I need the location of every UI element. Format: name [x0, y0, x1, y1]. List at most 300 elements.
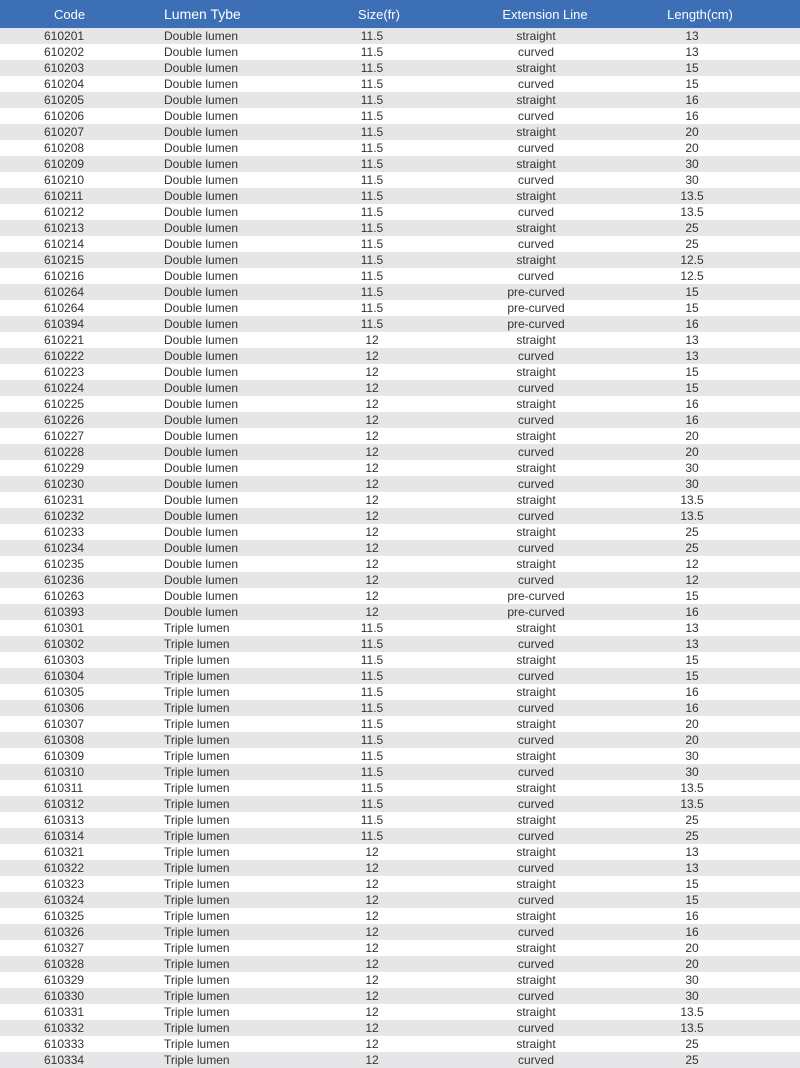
cell-code: 610210: [44, 173, 85, 187]
cell-length: 25: [685, 1037, 699, 1051]
cell-lumen-type: Triple lumen: [164, 733, 230, 747]
cell-code: 610307: [44, 717, 85, 731]
cell-length: 16: [685, 685, 699, 699]
cell-length: 30: [685, 157, 699, 171]
cell-length: 12: [685, 557, 699, 571]
table-row: [0, 588, 800, 604]
cell-code: 610323: [44, 877, 85, 891]
cell-code: 610325: [44, 909, 85, 923]
table-row: [0, 108, 800, 124]
cell-lumen-type: Triple lumen: [164, 669, 230, 683]
cell-lumen-type: Triple lumen: [164, 717, 230, 731]
table-row: [0, 44, 800, 60]
cell-code: 610309: [44, 749, 85, 763]
cell-code: 610393: [44, 605, 85, 619]
table-row: [0, 236, 800, 252]
cell-extension: straight: [516, 813, 556, 827]
cell-length: 30: [685, 461, 699, 475]
cell-length: 15: [685, 893, 699, 907]
cell-lumen-type: Triple lumen: [164, 1021, 230, 1035]
table-row: [0, 380, 800, 396]
cell-lumen-type: Double lumen: [164, 205, 239, 219]
cell-code: 610236: [44, 573, 85, 587]
cell-code: 610208: [44, 141, 85, 155]
table-row: [0, 444, 800, 460]
cell-size: 11.5: [360, 781, 384, 795]
cell-extension: curved: [517, 1021, 555, 1035]
cell-length: 13.5: [680, 1021, 704, 1035]
table-row: [0, 396, 800, 412]
cell-extension: curved: [517, 509, 555, 523]
cell-lumen-type: Triple lumen: [164, 925, 230, 939]
cell-length: 13.5: [680, 189, 704, 203]
cell-code: 610330: [44, 989, 85, 1003]
cell-size: 11.5: [360, 285, 384, 299]
cell-lumen-type: Triple lumen: [164, 877, 230, 891]
cell-lumen-type: Double lumen: [164, 125, 239, 139]
cell-lumen-type: Double lumen: [164, 573, 239, 587]
cell-size: 12: [365, 573, 379, 587]
cell-code: 610216: [44, 269, 85, 283]
cell-lumen-type: Double lumen: [164, 349, 239, 363]
cell-length: 16: [685, 317, 699, 331]
cell-code: 610304: [44, 669, 85, 683]
cell-extension: straight: [516, 909, 556, 923]
cell-code: 610209: [44, 157, 85, 171]
cell-lumen-type: Double lumen: [164, 397, 239, 411]
cell-size: 12: [365, 493, 379, 507]
cell-code: 610305: [44, 685, 85, 699]
cell-lumen-type: Double lumen: [164, 269, 239, 283]
table-row: [0, 828, 800, 844]
cell-code: 610230: [44, 477, 85, 491]
cell-extension: pre-curved: [507, 317, 565, 331]
cell-extension: straight: [516, 61, 556, 75]
table-row: [0, 172, 800, 188]
table-row: [0, 1020, 800, 1036]
cell-length: 20: [685, 733, 699, 747]
cell-size: 11.5: [360, 173, 384, 187]
cell-lumen-type: Triple lumen: [164, 813, 230, 827]
cell-length: 12.5: [680, 269, 704, 283]
table-row: [0, 908, 800, 924]
cell-extension: curved: [517, 413, 555, 427]
table-row: [0, 140, 800, 156]
cell-code: 610224: [44, 381, 85, 395]
cell-length: 25: [685, 525, 699, 539]
cell-length: 16: [685, 909, 699, 923]
cell-extension: straight: [516, 429, 556, 443]
cell-lumen-type: Double lumen: [164, 141, 239, 155]
cell-extension: straight: [516, 397, 556, 411]
table-row: [0, 332, 800, 348]
cell-length: 20: [685, 141, 699, 155]
table-row: [0, 668, 800, 684]
cell-size: 11.5: [360, 157, 384, 171]
cell-length: 15: [685, 669, 699, 683]
cell-extension: straight: [516, 653, 556, 667]
cell-lumen-type: Double lumen: [164, 45, 239, 59]
cell-size: 12: [365, 1005, 379, 1019]
table-row: [0, 604, 800, 620]
cell-lumen-type: Double lumen: [164, 509, 239, 523]
cell-code: 610223: [44, 365, 85, 379]
cell-code: 610314: [44, 829, 85, 843]
cell-code: 610212: [44, 205, 85, 219]
cell-lumen-type: Triple lumen: [164, 973, 230, 987]
cell-extension: straight: [516, 221, 556, 235]
cell-extension: straight: [516, 845, 556, 859]
cell-size: 12: [365, 845, 379, 859]
cell-lumen-type: Double lumen: [164, 109, 239, 123]
table-row: [0, 60, 800, 76]
cell-length: 13: [685, 861, 699, 875]
cell-code: 610303: [44, 653, 85, 667]
cell-code: 610328: [44, 957, 85, 971]
table-row: [0, 188, 800, 204]
cell-length: 16: [685, 413, 699, 427]
cell-code: 610205: [44, 93, 85, 107]
table-row: [0, 476, 800, 492]
cell-code: 610263: [44, 589, 85, 603]
table-row: [0, 492, 800, 508]
table-row: [0, 684, 800, 700]
cell-size: 11.5: [360, 701, 384, 715]
cell-code: 610206: [44, 109, 85, 123]
cell-lumen-type: Double lumen: [164, 29, 239, 43]
cell-extension: curved: [517, 381, 555, 395]
cell-length: 20: [685, 957, 699, 971]
table-row: [0, 268, 800, 284]
cell-extension: curved: [517, 109, 555, 123]
cell-size: 12: [365, 429, 379, 443]
cell-size: 12: [365, 909, 379, 923]
cell-length: 20: [685, 941, 699, 955]
cell-lumen-type: Double lumen: [164, 301, 239, 315]
cell-extension: straight: [516, 1037, 556, 1051]
cell-lumen-type: Triple lumen: [164, 909, 230, 923]
cell-lumen-type: Triple lumen: [164, 957, 230, 971]
table-row: [0, 1004, 800, 1020]
cell-extension: curved: [517, 477, 555, 491]
cell-size: 11.5: [360, 77, 384, 91]
cell-code: 610332: [44, 1021, 85, 1035]
cell-lumen-type: Double lumen: [164, 589, 239, 603]
table-row: [0, 412, 800, 428]
cell-size: 11.5: [360, 765, 384, 779]
cell-code: 610202: [44, 45, 85, 59]
cell-code: 610222: [44, 349, 85, 363]
cell-length: 15: [685, 301, 699, 315]
cell-extension: curved: [517, 237, 555, 251]
cell-code: 610331: [44, 1005, 85, 1019]
cell-code: 610227: [44, 429, 85, 443]
cell-length: 12: [685, 573, 699, 587]
cell-extension: curved: [517, 733, 555, 747]
cell-length: 12.5: [680, 253, 704, 267]
table-row: [0, 284, 800, 300]
cell-extension: curved: [517, 957, 555, 971]
cell-extension: curved: [517, 205, 555, 219]
cell-lumen-type: Double lumen: [164, 157, 239, 171]
cell-length: 25: [685, 237, 699, 251]
cell-lumen-type: Triple lumen: [164, 797, 230, 811]
cell-extension: straight: [516, 253, 556, 267]
cell-lumen-type: Double lumen: [164, 189, 239, 203]
cell-extension: straight: [516, 157, 556, 171]
cell-lumen-type: Triple lumen: [164, 685, 230, 699]
cell-extension: straight: [516, 29, 556, 43]
cell-length: 13: [685, 349, 699, 363]
cell-code: 610211: [44, 189, 84, 203]
cell-length: 15: [685, 877, 699, 891]
cell-size: 11.5: [360, 653, 384, 667]
cell-lumen-type: Double lumen: [164, 365, 239, 379]
cell-size: 11.5: [360, 829, 384, 843]
cell-lumen-type: Double lumen: [164, 461, 239, 475]
cell-length: 25: [685, 829, 699, 843]
cell-code: 610334: [44, 1053, 85, 1067]
table-row: [0, 812, 800, 828]
table-row: [0, 508, 800, 524]
table-row: [0, 892, 800, 908]
cell-code: 610321: [44, 845, 85, 859]
table-row: [0, 716, 800, 732]
cell-size: 11.5: [360, 669, 384, 683]
cell-lumen-type: Double lumen: [164, 429, 239, 443]
cell-extension: straight: [516, 1005, 556, 1019]
cell-code: 610306: [44, 701, 85, 715]
cell-size: 12: [365, 397, 379, 411]
cell-lumen-type: Double lumen: [164, 381, 239, 395]
cell-extension: curved: [517, 989, 555, 1003]
cell-length: 13: [685, 637, 699, 651]
cell-lumen-type: Triple lumen: [164, 637, 230, 651]
cell-extension: straight: [516, 621, 556, 635]
cell-size: 11.5: [360, 733, 384, 747]
header-extension: Extension Line: [502, 6, 588, 22]
cell-size: 11.5: [360, 269, 384, 283]
table-row: [0, 540, 800, 556]
cell-code: 610215: [44, 253, 85, 267]
cell-length: 13: [685, 621, 699, 635]
cell-extension: straight: [516, 189, 556, 203]
cell-length: 16: [685, 925, 699, 939]
cell-code: 610394: [44, 317, 85, 331]
table-row: [0, 572, 800, 588]
cell-length: 30: [685, 765, 699, 779]
cell-extension: curved: [517, 1053, 555, 1067]
cell-extension: curved: [517, 829, 555, 843]
cell-length: 13: [685, 333, 699, 347]
cell-extension: straight: [516, 941, 556, 955]
cell-size: 11.5: [360, 685, 384, 699]
table-row: [0, 252, 800, 268]
cell-lumen-type: Triple lumen: [164, 781, 230, 795]
cell-code: 610214: [44, 237, 85, 251]
cell-extension: straight: [516, 93, 556, 107]
cell-extension: straight: [516, 525, 556, 539]
cell-size: 11.5: [360, 205, 384, 219]
cell-lumen-type: Triple lumen: [164, 893, 230, 907]
cell-lumen-type: Double lumen: [164, 221, 239, 235]
cell-length: 16: [685, 109, 699, 123]
cell-code: 610329: [44, 973, 85, 987]
table-row: [0, 844, 800, 860]
cell-length: 20: [685, 429, 699, 443]
cell-lumen-type: Double lumen: [164, 525, 239, 539]
table-row: [0, 460, 800, 476]
table-row: [0, 732, 800, 748]
header-code: Code: [54, 6, 86, 22]
cell-length: 13: [685, 29, 699, 43]
cell-size: 11.5: [360, 141, 384, 155]
cell-code: 610308: [44, 733, 85, 747]
cell-length: 25: [685, 1053, 699, 1067]
table-row: [0, 924, 800, 940]
cell-size: 12: [365, 525, 379, 539]
cell-code: 610201: [44, 29, 85, 43]
cell-lumen-type: Double lumen: [164, 237, 239, 251]
table-row: [0, 92, 800, 108]
cell-length: 30: [685, 989, 699, 1003]
cell-length: 25: [685, 813, 699, 827]
cell-length: 25: [685, 221, 699, 235]
cell-extension: curved: [517, 541, 555, 555]
cell-lumen-type: Triple lumen: [164, 1037, 230, 1051]
table-row: [0, 76, 800, 92]
cell-size: 12: [365, 1037, 379, 1051]
cell-code: 610326: [44, 925, 85, 939]
cell-size: 12: [365, 861, 379, 875]
cell-size: 12: [365, 333, 379, 347]
cell-size: 11.5: [360, 45, 384, 59]
cell-lumen-type: Triple lumen: [164, 653, 230, 667]
cell-size: 12: [365, 957, 379, 971]
cell-lumen-type: Double lumen: [164, 477, 239, 491]
cell-length: 13.5: [680, 1005, 704, 1019]
cell-extension: straight: [516, 749, 556, 763]
cell-lumen-type: Triple lumen: [164, 1053, 230, 1067]
cell-lumen-type: Double lumen: [164, 333, 239, 347]
cell-size: 11.5: [360, 813, 384, 827]
table-row: [0, 316, 800, 332]
cell-code: 610221: [44, 333, 85, 347]
cell-code: 610234: [44, 541, 85, 555]
cell-extension: curved: [517, 269, 555, 283]
cell-code: 610310: [44, 765, 85, 779]
table-row: [0, 940, 800, 956]
cell-code: 610333: [44, 1037, 85, 1051]
cell-extension: straight: [516, 781, 556, 795]
table-row: [0, 156, 800, 172]
cell-lumen-type: Triple lumen: [164, 989, 230, 1003]
cell-length: 16: [685, 701, 699, 715]
cell-length: 13.5: [680, 797, 704, 811]
cell-size: 11.5: [360, 61, 384, 75]
cell-size: 12: [365, 509, 379, 523]
cell-size: 11.5: [360, 637, 384, 651]
cell-size: 11.5: [360, 125, 384, 139]
cell-size: 11.5: [360, 221, 384, 235]
cell-code: 610233: [44, 525, 85, 539]
cell-length: 15: [685, 365, 699, 379]
cell-lumen-type: Double lumen: [164, 541, 239, 555]
cell-code: 610312: [44, 797, 85, 811]
table-body: [0, 28, 800, 1068]
table-row: [0, 956, 800, 972]
cell-extension: pre-curved: [507, 605, 565, 619]
cell-lumen-type: Triple lumen: [164, 941, 230, 955]
cell-extension: curved: [517, 925, 555, 939]
cell-size: 12: [365, 877, 379, 891]
table-row: [0, 556, 800, 572]
table-row: [0, 876, 800, 892]
table-row: [0, 988, 800, 1004]
cell-code: 610264: [44, 285, 85, 299]
cell-size: 12: [365, 893, 379, 907]
table-row: [0, 620, 800, 636]
table-row: [0, 636, 800, 652]
cell-size: 12: [365, 989, 379, 1003]
cell-lumen-type: Double lumen: [164, 173, 239, 187]
cell-size: 12: [365, 445, 379, 459]
cell-extension: straight: [516, 685, 556, 699]
table-row: [0, 700, 800, 716]
cell-code: 610327: [44, 941, 85, 955]
cell-lumen-type: Triple lumen: [164, 701, 230, 715]
cell-size: 11.5: [360, 189, 384, 203]
cell-extension: curved: [517, 765, 555, 779]
cell-size: 12: [365, 589, 379, 603]
table-row: [0, 860, 800, 876]
cell-extension: curved: [517, 637, 555, 651]
cell-code: 610324: [44, 893, 85, 907]
cell-extension: curved: [517, 573, 555, 587]
cell-code: 610204: [44, 77, 85, 91]
table-row: [0, 524, 800, 540]
cell-length: 13.5: [680, 781, 704, 795]
cell-lumen-type: Double lumen: [164, 285, 239, 299]
table-row: [0, 780, 800, 796]
cell-lumen-type: Triple lumen: [164, 765, 230, 779]
cell-lumen-type: Double lumen: [164, 445, 239, 459]
cell-code: 610311: [44, 781, 84, 795]
cell-size: 11.5: [360, 621, 384, 635]
cell-length: 15: [685, 589, 699, 603]
cell-extension: straight: [516, 461, 556, 475]
cell-size: 11.5: [360, 717, 384, 731]
cell-extension: curved: [517, 173, 555, 187]
cell-size: 12: [365, 541, 379, 555]
cell-size: 11.5: [360, 109, 384, 123]
cell-lumen-type: Double lumen: [164, 253, 239, 267]
cell-lumen-type: Double lumen: [164, 93, 239, 107]
cell-code: 610301: [44, 621, 85, 635]
cell-length: 30: [685, 477, 699, 491]
cell-length: 20: [685, 125, 699, 139]
cell-size: 12: [365, 365, 379, 379]
cell-extension: pre-curved: [507, 589, 565, 603]
table-row: [0, 764, 800, 780]
cell-extension: straight: [516, 493, 556, 507]
table-row: [0, 28, 800, 44]
cell-length: 13.5: [680, 493, 704, 507]
cell-extension: curved: [517, 77, 555, 91]
cell-code: 610225: [44, 397, 85, 411]
table-header: [0, 0, 800, 28]
cell-length: 16: [685, 605, 699, 619]
